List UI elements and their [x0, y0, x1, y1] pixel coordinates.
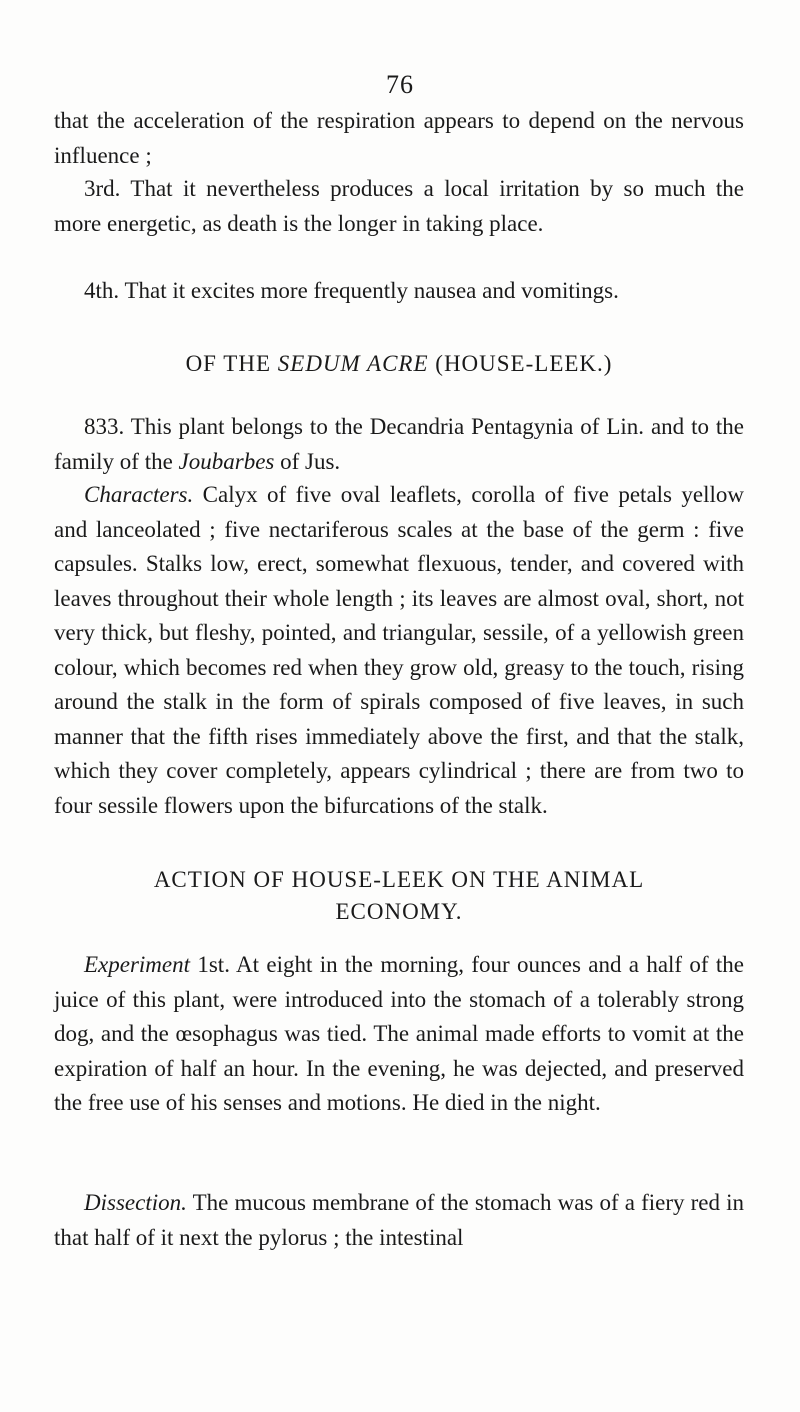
experiment-text: At eight in the morning, four ounces and a half of the juice of this plant, were introduced into the stomach of a tolerably strong dog, and the œsophagus was tied. The animal made efforts to vomit at the expiration of half an hour. In the evening, he was dejected, and preserved the free use of his senses and motions. He died in the night. — [54, 952, 745, 1115]
characters-text: Calyx of five oval leaflets, corolla of five petals yellow and lanceolated ; five nectariferous scales at the base of the germ : five capsules. Stalks low, erect, somewhat flexuous, tender, and covered with leaves throughout their whole length ; its leaves are almost oval, short, not very thick, but fleshy, pointed, and triangular, sessile, of a yellowish green colour, which becomes red when they grow old, greasy to the touch, rising around the stalk in the form of spirals composed of five leaves, in such manner that the fifth rises immediately above the first, and that the stalk, which they cover completely, appears cylindrical ; there are from two to four sessile flowers upon the bifurcations of the stalk. — [54, 482, 745, 818]
section-heading-sedum — [54, 348, 744, 380]
paragraph-833 — [54, 410, 744, 479]
para-833-after: of Jus. — [280, 448, 341, 474]
point-4-paragraph — [54, 274, 744, 309]
para-833-italic: Joubarbes — [178, 448, 275, 474]
heading-suffix: (HOUSE-LEEK.) — [435, 351, 613, 376]
continuation-paragraph — [54, 104, 744, 173]
point-4-text: That it excites more frequently nausea and vomitings. — [124, 278, 619, 303]
dissection-text: The mucous membrane of the stomach was of a fiery red in that half of it next the pylorus ; the intestinal — [54, 1190, 744, 1250]
point-3-label: 3rd. — [84, 176, 121, 201]
dissection-paragraph — [54, 1186, 744, 1255]
continuation-text: that the acceleration of the respiration appears to depend on the nervous influence ; — [54, 108, 744, 168]
experiment-number: 1st. — [197, 952, 230, 977]
point-4-label: 4th. — [84, 278, 120, 303]
point-3-text: That it nevertheless produces a local irritation by so much the more energetic, as death is the longer in taking place. — [54, 176, 744, 236]
page-number: 76 — [386, 70, 414, 99]
action-heading-line-1: ACTION OF HOUSE-LEEK ON THE ANIMAL — [153, 867, 645, 892]
point-3-paragraph — [54, 172, 744, 241]
experiment-label: Experiment — [84, 952, 191, 977]
section-heading-action — [54, 864, 744, 928]
experiment-paragraph — [54, 948, 744, 1121]
heading-prefix: OF THE — [185, 351, 272, 376]
action-heading-line-2: ECONOMY. — [335, 899, 463, 924]
characters-paragraph — [54, 478, 744, 823]
characters-label: Characters. — [84, 482, 194, 507]
dissection-label: Dissection. — [84, 1190, 187, 1215]
heading-italic-name: SEDUM ACRE — [277, 351, 429, 376]
para-833-before: 833. This plant belongs to the Decandria Pentagynia of Lin. and to the family of the — [54, 414, 744, 474]
